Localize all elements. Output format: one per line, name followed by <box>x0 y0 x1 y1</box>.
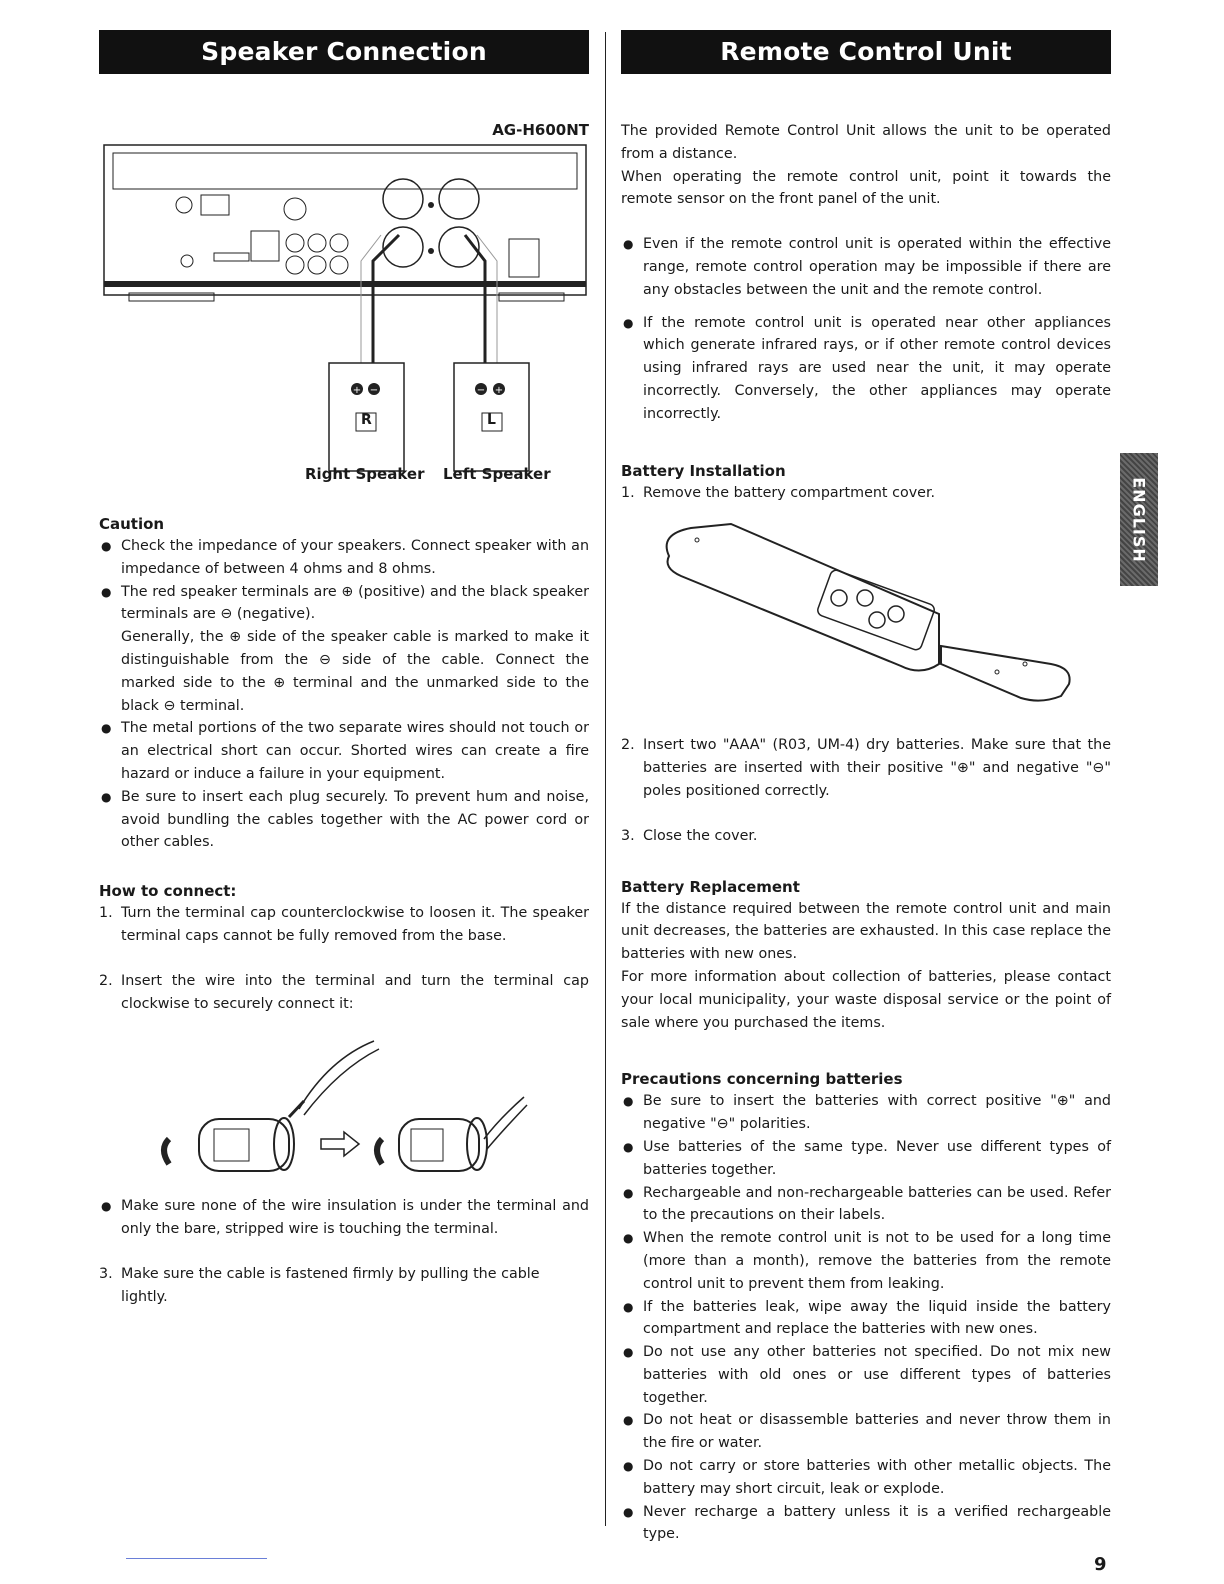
step-number: 1. <box>99 905 113 922</box>
left-speaker-label: Left Speaker <box>443 465 551 483</box>
intro-paragraph: When operating the remote control unit, point it towards the remote sensor on the front panel of the unit. <box>621 168 1111 208</box>
rear-panel-illustration <box>99 143 589 483</box>
precaution-item: ● Use batteries of the same type. Never use different types of batteries together. <box>621 1136 1111 1182</box>
install-step-1 <box>621 482 1111 505</box>
precaution-item: ● When the remote control unit is not to be used for a long time (more than a month), remove the batteries from the remote control unit to prevent them from leaking. <box>621 1227 1111 1295</box>
precaution-item: ● Do not use any other batteries not specified. Do not mix new batteries with old ones or use different types of batteries together. <box>621 1341 1111 1409</box>
precaution-item: ● Do not carry or store batteries with other metallic objects. The battery may short circuit, leak or explode. <box>621 1455 1111 1501</box>
step-text: Turn the terminal cap counterclockwise to loosen it. The speaker terminal caps cannot be fully removed from the base. <box>121 905 589 944</box>
how-to-connect-heading: How to connect: <box>99 882 237 901</box>
step-text: Insert the wire into the terminal and turn the terminal cap clockwise to securely connect it: <box>121 972 589 1012</box>
caution-section <box>99 513 589 854</box>
column-divider <box>605 32 606 1526</box>
step-2 <box>99 970 589 1016</box>
precaution-item: ● Be sure to insert the batteries with correct positive "⊕" and negative "⊖" polarities. <box>621 1090 1111 1136</box>
speaker-connection-column <box>99 30 589 1309</box>
step-number: 2. <box>99 972 113 989</box>
right-speaker-badge: R <box>361 412 372 428</box>
step-number: 3. <box>621 827 635 844</box>
footer-rule <box>126 1558 267 1559</box>
caution-item-note: Generally, the ⊕ side of the speaker cable is marked to make it distinguishable from the ⊖ side of the cable. Connect the marked side to the ⊕ terminal and the unmarked side to the black ⊖ terminal. <box>121 629 589 714</box>
remote-control-column <box>621 30 1111 1546</box>
svg-text:+: + <box>494 385 504 396</box>
precaution-item: ● Rechargeable and non-rechargeable batteries can be used. Refer to the precautions on their labels. <box>621 1182 1111 1228</box>
svg-text:−: − <box>369 385 379 396</box>
battery-replacement-heading: Battery Replacement <box>621 877 800 896</box>
caution-item: ● The red speaker terminals are ⊕ (positive) and the black speaker terminals are ⊖ (negative). <box>99 581 589 627</box>
install-step-3 <box>621 825 1111 848</box>
install-step-2 <box>621 734 1111 802</box>
caution-heading: Caution <box>99 515 165 533</box>
precaution-item: ● If the batteries leak, wipe away the liquid inside the battery compartment and replace the batteries with new ones. <box>621 1296 1111 1342</box>
caution-item: ● Be sure to insert each plug securely. To prevent hum and noise, avoid bundling the cables together with the AC power cord or other cables. <box>99 786 589 854</box>
step-number: 2. <box>621 737 635 754</box>
language-tab <box>1120 453 1158 586</box>
remote-note: ● Even if the remote control unit is operated within the effective range, remote control operation may be impossible if there are any obstacles between the unit and the remote control. <box>621 233 1111 301</box>
svg-text:−: − <box>476 385 486 396</box>
rear-panel-diagram <box>99 143 589 483</box>
replacement-paragraph: For more information about collection of batteries, please contact your local municipality, your waste disposal service or the point of sale where you purchased the items. <box>621 968 1111 1031</box>
precaution-item: ● Never recharge a battery unless it is a verified rechargeable type. <box>621 1501 1111 1547</box>
battery-replacement-section <box>621 876 1111 1035</box>
replacement-paragraph: If the distance required between the remote control unit and main unit decreases, the batteries are exhausted. In this case replace the batteries with new ones. <box>621 900 1111 963</box>
step-text: Insert two "AAA" (R03, UM-4) dry batteries. Make sure that the batteries are inserted with their positive "⊕" and negative "⊖" poles positioned correctly. <box>643 737 1111 799</box>
caution-item: ● Check the impedance of your speakers. Connect speaker with an impedance of between 4 ohms and 8 ohms. <box>99 535 589 581</box>
step-number: 1. <box>621 484 635 501</box>
svg-text:+: + <box>352 385 362 396</box>
how-to-connect-section <box>99 880 589 1308</box>
battery-installation-section <box>621 460 1111 848</box>
wire-note: ● Make sure none of the wire insulation is under the terminal and only the bare, stripped wire is touching the terminal. <box>99 1195 589 1241</box>
page-number: 9 <box>1094 1554 1107 1575</box>
precautions-heading: Precautions concerning batteries <box>621 1070 903 1089</box>
remote-battery-illustration <box>621 516 1111 726</box>
step-number: 3. <box>99 1265 113 1282</box>
precaution-item: ● Do not heat or disassemble batteries and never throw them in the fire or water. <box>621 1409 1111 1455</box>
terminal-illustration <box>99 1029 589 1179</box>
precautions-section <box>621 1068 1111 1546</box>
section-banner-remote-control: Remote Control Unit <box>621 30 1111 74</box>
section-banner-speaker-connection: Speaker Connection <box>99 30 589 74</box>
remote-note: ● If the remote control unit is operated near other appliances which generate infrared rays, or if other remote control devices using infrared rays are used near the unit, it may operate incorrectly. Conversely, the other appliances may operate incorrectly. <box>621 312 1111 426</box>
language-tab-label: ENGLISH <box>1129 476 1149 563</box>
step-text: Make sure the cable is fastened firmly by pulling the cable lightly. <box>121 1265 540 1305</box>
model-label: AG-H600NT <box>492 121 589 139</box>
step-1 <box>99 902 589 948</box>
intro-paragraph: The provided Remote Control Unit allows the unit to be operated from a distance. <box>621 123 1111 162</box>
step-text: Remove the battery compartment cover. <box>643 484 936 501</box>
right-speaker-label: Right Speaker <box>305 465 425 483</box>
step-text: Close the cover. <box>643 827 758 844</box>
caution-item: ● The metal portions of the two separate wires should not touch or an electrical short can occur. Shorted wires can create a fire hazard or induce a failure in your equipment. <box>99 717 589 785</box>
step-3 <box>99 1263 589 1309</box>
left-speaker-badge: L <box>487 412 496 428</box>
battery-installation-heading: Battery Installation <box>621 461 786 480</box>
